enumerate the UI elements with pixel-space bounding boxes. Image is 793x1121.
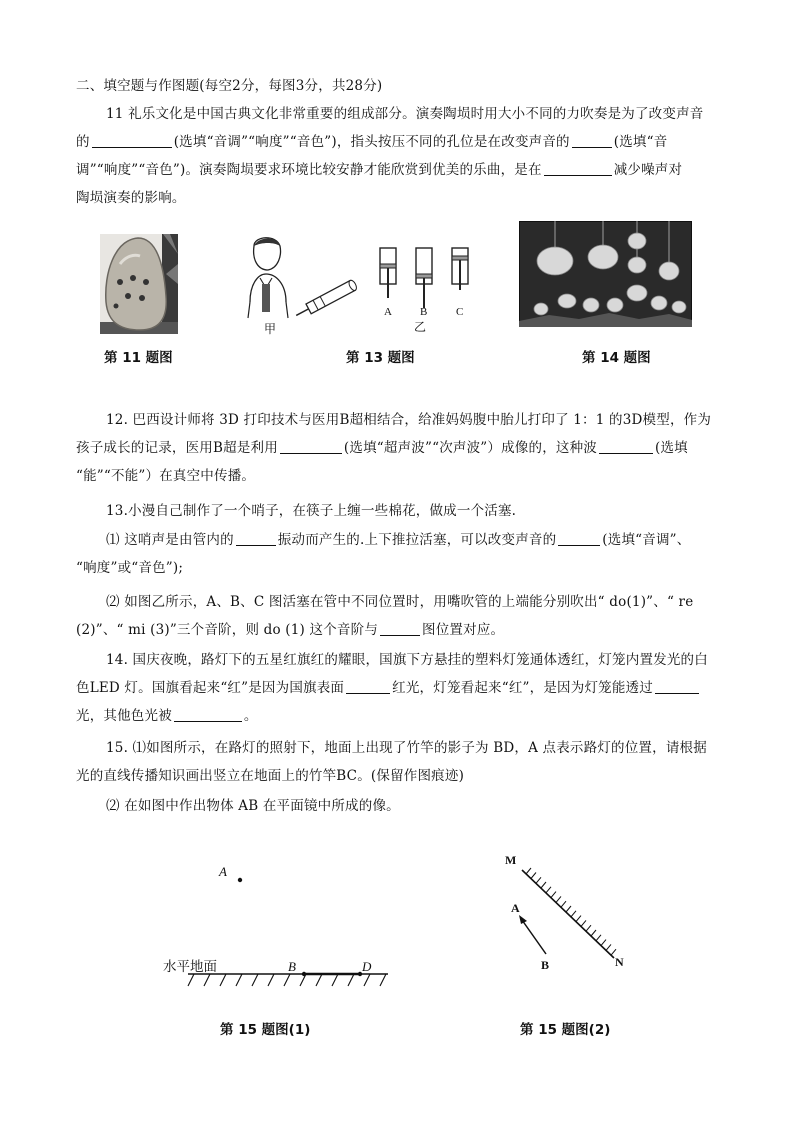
fig15-1-label-b: B	[288, 959, 296, 974]
q15-line-3: ⑵ 在如图中作出物体 AB 在平面镜中所成的像。	[106, 798, 400, 814]
q13-blank-2[interactable]	[558, 531, 600, 546]
q11-line-2: 的 (选填“音调”“响度”“音色”)，指头按压不同的孔位是在改变声音的 (选填“音	[76, 134, 668, 150]
lanterns-photo	[519, 221, 692, 327]
object-ab-arrowhead	[519, 915, 527, 924]
q13-line-1: 13.小漫自己制作了一个哨子，在筷子上缠一些棉花，做成一个活塞.	[106, 503, 517, 519]
fig15-1-label-a: A	[219, 864, 227, 879]
q12-line-2: 孩子成长的记录，医用B超是利用 (选填“超声波”“次声波”）成像的，这种波 (选填	[76, 440, 688, 456]
q13-blank-1[interactable]	[236, 531, 276, 546]
fig15-2-label-a: A	[511, 901, 520, 915]
q11-line-1: 11 礼乐文化是中国古典文化非常重要的组成部分。演奏陶埙时用大小不同的力吹奏是为了改变声音	[106, 106, 704, 122]
q13-line-2: ⑴ 这哨声是由管内的 振动而产生的.上下推拉活塞，可以改变声音的 (选填“音调”、	[106, 532, 691, 548]
point-a-dot	[238, 878, 242, 882]
q13-line-3: “响度”或“音色”);	[76, 560, 184, 576]
fig15-1-label-d: D	[362, 959, 372, 974]
figure-14-caption: 第 14 题图	[582, 350, 651, 366]
q15-line-1: 15. ⑴如图所示，在路灯的照射下，地面上出现了竹竿的影子为 BD，A 点表示路灯的位置，请根据	[106, 740, 707, 756]
whistle-person-illustration	[236, 232, 360, 340]
ground-label: 水平地面	[163, 959, 217, 975]
q11-blank-3[interactable]	[544, 161, 612, 176]
tube-label-b: B	[420, 306, 428, 318]
q13-line-5: (2)”、“ mi (3)”三个音阶，则 do (1) 这个音阶与 图位置对应。	[76, 622, 505, 638]
fig15-2-label-m: M	[505, 853, 517, 867]
q11-blank-2[interactable]	[572, 133, 612, 148]
q14-line-2: 色LED 灯。国旗看起来“红”是因为国旗表面 红光，灯笼看起来“红”，是因为灯笼能透过	[76, 678, 726, 698]
figure-13-caption: 第 13 题图	[346, 350, 415, 366]
mirror-line	[522, 870, 614, 958]
figure-15-1-caption: 第 15 题图(1)	[220, 1022, 311, 1038]
label-jia: 甲	[264, 322, 277, 336]
q12-blank-2[interactable]	[599, 439, 653, 454]
q14-blank-2[interactable]	[655, 679, 699, 694]
q13-blank-3[interactable]	[380, 621, 420, 636]
q12-line-3: “能”“不能”）在真空中传播。	[76, 468, 256, 484]
q14-line-3: 光，其他色光被 。	[76, 708, 258, 724]
tubes-abc-diagram	[372, 242, 482, 314]
q14-blank-1[interactable]	[346, 679, 390, 694]
fig15-2-label-n: N	[615, 955, 624, 969]
section-heading: 二、填空题与作图题(每空2分，每图3分，共28分)	[76, 78, 383, 94]
q11-line-3: 调”“响度”“音色”)。演奏陶埙要求环境比较安静才能欣赏到优美的乐曲，是在 减少噪声对	[76, 162, 683, 178]
label-yi: 乙	[414, 320, 427, 334]
figure-15-2-caption: 第 15 题图(2)	[520, 1022, 611, 1038]
ocarina-photo	[100, 234, 178, 334]
q11-blank-1[interactable]	[92, 133, 172, 148]
shadow-ground-diagram	[180, 860, 400, 1000]
q15-line-2: 光的直线传播知识画出竖立在地面上的竹竿BC。(保留作图痕迹)	[76, 768, 465, 784]
q12-line-1: 12. 巴西设计师将 3D 打印技术与医用B超相结合，给准妈妈腹中胎儿打印了 1：1 的3D模型，作为	[106, 412, 712, 428]
object-ab	[522, 920, 546, 954]
q14-blank-3[interactable]	[174, 707, 242, 722]
q11-line-4: 陶埙演奏的影响。	[76, 190, 186, 206]
tube-label-c: C	[456, 306, 464, 318]
q14-line-1: 14. 国庆夜晚，路灯下的五星红旗红的耀眼，国旗下方悬挂的塑料灯笼通体透红，灯笼内置发光的白	[106, 652, 708, 668]
tube-label-a: A	[384, 306, 392, 318]
q13-line-4: ⑵ 如图乙所示，A、B、C 图活塞在管中不同位置时，用嘴吹管的上端能分别吹出“ do(1)”、“ re	[106, 594, 694, 610]
fig15-2-label-b: B	[541, 958, 550, 972]
q12-blank-1[interactable]	[280, 439, 342, 454]
figure-11-caption: 第 11 题图	[104, 350, 173, 366]
